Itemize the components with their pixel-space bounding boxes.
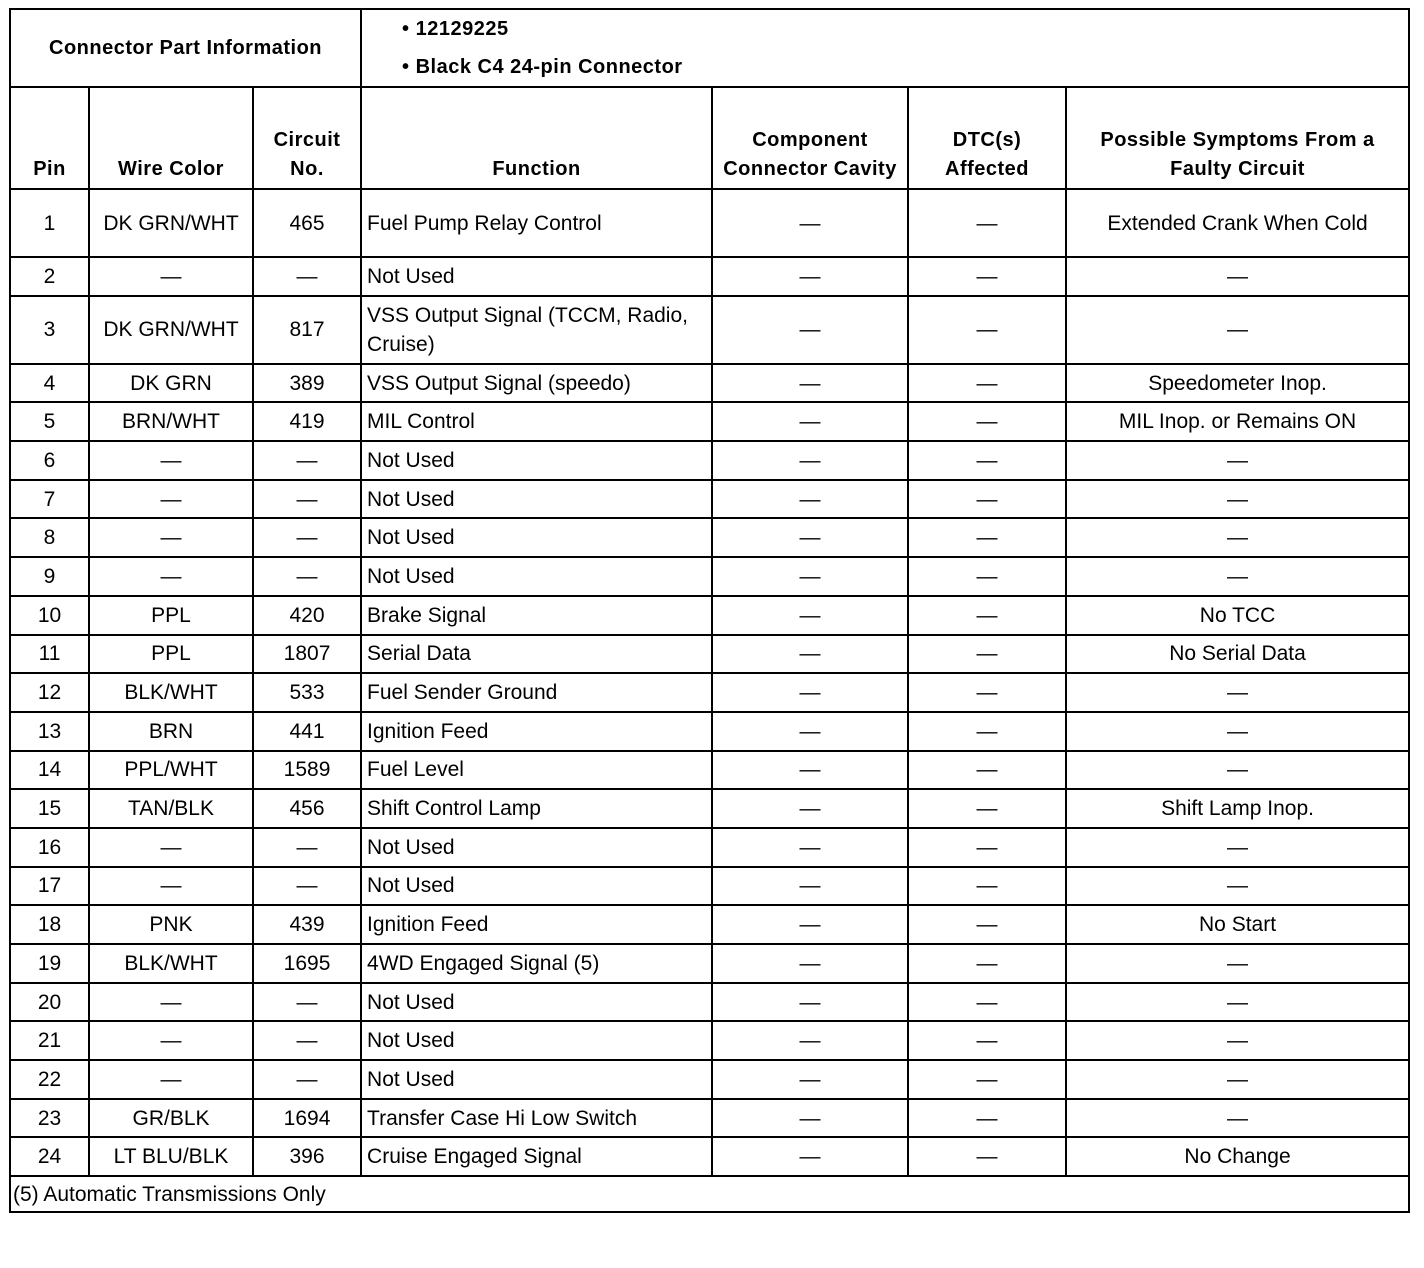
column-header-row: [10, 87, 1409, 189]
cell-dtc: —: [908, 944, 1066, 983]
cell-component-cavity: —: [712, 673, 908, 712]
cell-symptoms: —: [1066, 257, 1409, 296]
cell-wire-color: BLK/WHT: [89, 944, 253, 983]
cell-symptoms: —: [1066, 673, 1409, 712]
cell-wire-color: PPL/WHT: [89, 751, 253, 790]
cell-wire-color: —: [89, 480, 253, 519]
cell-pin: 10: [10, 596, 89, 635]
table-row: [10, 1060, 1409, 1099]
cell-component-cavity: —: [712, 751, 908, 790]
cell-circuit-no: 1807: [253, 635, 361, 674]
cell-symptoms: —: [1066, 480, 1409, 519]
cell-function: Ignition Feed: [361, 712, 712, 751]
cell-component-cavity: —: [712, 441, 908, 480]
cell-component-cavity: —: [712, 480, 908, 519]
table-row: [10, 480, 1409, 519]
cell-dtc: —: [908, 480, 1066, 519]
cell-wire-color: —: [89, 867, 253, 906]
cell-pin: 1: [10, 189, 89, 257]
cell-wire-color: LT BLU/BLK: [89, 1137, 253, 1176]
cell-dtc: —: [908, 1060, 1066, 1099]
cell-circuit-no: —: [253, 518, 361, 557]
cell-wire-color: GR/BLK: [89, 1099, 253, 1138]
cell-function: Shift Control Lamp: [361, 789, 712, 828]
cell-circuit-no: —: [253, 828, 361, 867]
cell-pin: 20: [10, 983, 89, 1022]
cell-pin: 19: [10, 944, 89, 983]
cell-circuit-no: —: [253, 441, 361, 480]
cell-symptoms: —: [1066, 441, 1409, 480]
cell-function: Not Used: [361, 518, 712, 557]
cell-function: Serial Data: [361, 635, 712, 674]
cell-component-cavity: —: [712, 596, 908, 635]
cell-dtc: —: [908, 828, 1066, 867]
cell-wire-color: —: [89, 983, 253, 1022]
cell-wire-color: —: [89, 1021, 253, 1060]
table-row: [10, 1099, 1409, 1138]
cell-circuit-no: 465: [253, 189, 361, 257]
cell-circuit-no: —: [253, 257, 361, 296]
cell-function: Not Used: [361, 1021, 712, 1060]
cell-dtc: —: [908, 1021, 1066, 1060]
cell-pin: 13: [10, 712, 89, 751]
cell-pin: 17: [10, 867, 89, 906]
cell-symptoms: —: [1066, 1060, 1409, 1099]
cell-symptoms: —: [1066, 712, 1409, 751]
table-row: [10, 441, 1409, 480]
cell-wire-color: BRN: [89, 712, 253, 751]
cell-circuit-no: 456: [253, 789, 361, 828]
cell-function: Not Used: [361, 1060, 712, 1099]
cell-circuit-no: 439: [253, 905, 361, 944]
cell-pin: 2: [10, 257, 89, 296]
cell-component-cavity: —: [712, 789, 908, 828]
table-row: [10, 518, 1409, 557]
cell-circuit-no: —: [253, 1060, 361, 1099]
cell-function: Not Used: [361, 828, 712, 867]
cell-circuit-no: 389: [253, 364, 361, 403]
cell-symptoms: —: [1066, 867, 1409, 906]
cell-dtc: —: [908, 1137, 1066, 1176]
cell-function: Cruise Engaged Signal: [361, 1137, 712, 1176]
cell-dtc: —: [908, 751, 1066, 790]
table-row: [10, 673, 1409, 712]
cell-symptoms: No Serial Data: [1066, 635, 1409, 674]
cell-dtc: —: [908, 635, 1066, 674]
cell-wire-color: —: [89, 441, 253, 480]
col-header-wire-color: Wire Color: [89, 87, 253, 189]
cell-component-cavity: —: [712, 402, 908, 441]
table-row: [10, 905, 1409, 944]
cell-dtc: —: [908, 441, 1066, 480]
cell-symptoms: —: [1066, 557, 1409, 596]
cell-component-cavity: —: [712, 518, 908, 557]
cell-dtc: —: [908, 867, 1066, 906]
cell-component-cavity: —: [712, 1099, 908, 1138]
connector-info-row: [10, 9, 1409, 87]
cell-symptoms: —: [1066, 1099, 1409, 1138]
cell-dtc: —: [908, 296, 1066, 364]
cell-dtc: —: [908, 983, 1066, 1022]
table-row: [10, 789, 1409, 828]
cell-symptoms: No TCC: [1066, 596, 1409, 635]
cell-component-cavity: —: [712, 1021, 908, 1060]
cell-dtc: —: [908, 673, 1066, 712]
cell-function: Fuel Sender Ground: [361, 673, 712, 712]
col-header-circuit-no: Circuit No.: [253, 87, 361, 189]
cell-function: Not Used: [361, 480, 712, 519]
cell-function: Not Used: [361, 257, 712, 296]
cell-pin: 22: [10, 1060, 89, 1099]
cell-dtc: —: [908, 1099, 1066, 1138]
table-row: [10, 712, 1409, 751]
cell-dtc: —: [908, 789, 1066, 828]
table-row: [10, 828, 1409, 867]
cell-pin: 14: [10, 751, 89, 790]
cell-function: 4WD Engaged Signal (5): [361, 944, 712, 983]
cell-function: Not Used: [361, 557, 712, 596]
cell-component-cavity: —: [712, 983, 908, 1022]
cell-wire-color: —: [89, 518, 253, 557]
table-row: [10, 983, 1409, 1022]
cell-pin: 5: [10, 402, 89, 441]
cell-pin: 3: [10, 296, 89, 364]
cell-function: Not Used: [361, 983, 712, 1022]
cell-pin: 16: [10, 828, 89, 867]
table-row: [10, 557, 1409, 596]
cell-component-cavity: —: [712, 867, 908, 906]
table-row: [10, 944, 1409, 983]
cell-symptoms: —: [1066, 1021, 1409, 1060]
table-body: [10, 189, 1409, 1176]
cell-wire-color: BLK/WHT: [89, 673, 253, 712]
cell-component-cavity: —: [712, 828, 908, 867]
cell-pin: 18: [10, 905, 89, 944]
cell-function: Not Used: [361, 867, 712, 906]
col-header-symptoms: Possible Symptoms From a Faulty Circuit: [1066, 87, 1409, 189]
cell-circuit-no: 420: [253, 596, 361, 635]
cell-function: Fuel Level: [361, 751, 712, 790]
table-row: [10, 296, 1409, 364]
cell-component-cavity: —: [712, 635, 908, 674]
cell-dtc: —: [908, 257, 1066, 296]
cell-dtc: —: [908, 402, 1066, 441]
connector-pinout-table: [9, 8, 1410, 1213]
cell-wire-color: —: [89, 257, 253, 296]
cell-function: Brake Signal: [361, 596, 712, 635]
cell-circuit-no: 1694: [253, 1099, 361, 1138]
cell-symptoms: No Change: [1066, 1137, 1409, 1176]
cell-pin: 21: [10, 1021, 89, 1060]
cell-pin: 8: [10, 518, 89, 557]
footnote: (5) Automatic Transmissions Only: [10, 1176, 1409, 1212]
cell-dtc: —: [908, 364, 1066, 403]
cell-wire-color: DK GRN: [89, 364, 253, 403]
cell-component-cavity: —: [712, 364, 908, 403]
col-header-dtc: DTC(s) Affected: [908, 87, 1066, 189]
cell-symptoms: No Start: [1066, 905, 1409, 944]
cell-wire-color: PPL: [89, 635, 253, 674]
cell-dtc: —: [908, 596, 1066, 635]
cell-wire-color: PPL: [89, 596, 253, 635]
cell-circuit-no: 817: [253, 296, 361, 364]
cell-component-cavity: —: [712, 257, 908, 296]
cell-wire-color: BRN/WHT: [89, 402, 253, 441]
cell-function: Not Used: [361, 441, 712, 480]
table-row: [10, 751, 1409, 790]
cell-circuit-no: —: [253, 983, 361, 1022]
col-header-component-cavity: Component Connector Cavity: [712, 87, 908, 189]
cell-symptoms: —: [1066, 828, 1409, 867]
cell-dtc: —: [908, 905, 1066, 944]
col-header-pin: Pin: [10, 87, 89, 189]
cell-function: VSS Output Signal (speedo): [361, 364, 712, 403]
cell-pin: 11: [10, 635, 89, 674]
cell-function: Transfer Case Hi Low Switch: [361, 1099, 712, 1138]
connector-part-number: • 12129225: [402, 18, 509, 40]
cell-function: VSS Output Signal (TCCM, Radio, Cruise): [361, 296, 712, 364]
cell-wire-color: TAN/BLK: [89, 789, 253, 828]
cell-pin: 12: [10, 673, 89, 712]
cell-circuit-no: 396: [253, 1137, 361, 1176]
cell-circuit-no: 441: [253, 712, 361, 751]
table-row: [10, 402, 1409, 441]
cell-symptoms: —: [1066, 296, 1409, 364]
cell-component-cavity: —: [712, 712, 908, 751]
cell-component-cavity: —: [712, 296, 908, 364]
cell-symptoms: —: [1066, 944, 1409, 983]
table-row: [10, 1021, 1409, 1060]
cell-function: Ignition Feed: [361, 905, 712, 944]
cell-dtc: —: [908, 712, 1066, 751]
cell-pin: 24: [10, 1137, 89, 1176]
cell-symptoms: MIL Inop. or Remains ON: [1066, 402, 1409, 441]
cell-component-cavity: —: [712, 944, 908, 983]
footnote-row: [10, 1176, 1409, 1212]
cell-component-cavity: —: [712, 1060, 908, 1099]
cell-pin: 7: [10, 480, 89, 519]
cell-symptoms: —: [1066, 983, 1409, 1022]
cell-wire-color: —: [89, 557, 253, 596]
cell-pin: 15: [10, 789, 89, 828]
cell-pin: 6: [10, 441, 89, 480]
cell-wire-color: —: [89, 828, 253, 867]
table-row: [10, 364, 1409, 403]
cell-symptoms: —: [1066, 751, 1409, 790]
table-row: [10, 1137, 1409, 1176]
cell-circuit-no: 1695: [253, 944, 361, 983]
cell-circuit-no: 1589: [253, 751, 361, 790]
table-row: [10, 189, 1409, 257]
cell-circuit-no: 533: [253, 673, 361, 712]
cell-wire-color: —: [89, 1060, 253, 1099]
col-header-function: Function: [361, 87, 712, 189]
table-row: [10, 867, 1409, 906]
table-row: [10, 635, 1409, 674]
cell-circuit-no: —: [253, 1021, 361, 1060]
cell-symptoms: —: [1066, 518, 1409, 557]
cell-symptoms: Speedometer Inop.: [1066, 364, 1409, 403]
cell-dtc: —: [908, 189, 1066, 257]
cell-function: Fuel Pump Relay Control: [361, 189, 712, 257]
cell-circuit-no: —: [253, 557, 361, 596]
cell-circuit-no: —: [253, 867, 361, 906]
cell-function: MIL Control: [361, 402, 712, 441]
table-row: [10, 596, 1409, 635]
cell-symptoms: Extended Crank When Cold: [1066, 189, 1409, 257]
table-row: [10, 257, 1409, 296]
cell-pin: 23: [10, 1099, 89, 1138]
cell-dtc: —: [908, 518, 1066, 557]
cell-wire-color: DK GRN/WHT: [89, 296, 253, 364]
cell-component-cavity: —: [712, 1137, 908, 1176]
cell-component-cavity: —: [712, 905, 908, 944]
cell-circuit-no: 419: [253, 402, 361, 441]
cell-pin: 9: [10, 557, 89, 596]
cell-dtc: —: [908, 557, 1066, 596]
cell-wire-color: PNK: [89, 905, 253, 944]
cell-wire-color: DK GRN/WHT: [89, 189, 253, 257]
cell-component-cavity: —: [712, 557, 908, 596]
connector-info-values: [361, 9, 1409, 87]
connector-description: • Black C4 24-pin Connector: [402, 56, 683, 78]
cell-pin: 4: [10, 364, 89, 403]
cell-circuit-no: —: [253, 480, 361, 519]
cell-symptoms: Shift Lamp Inop.: [1066, 789, 1409, 828]
cell-component-cavity: —: [712, 189, 908, 257]
connector-info-label: Connector Part Information: [10, 9, 361, 87]
